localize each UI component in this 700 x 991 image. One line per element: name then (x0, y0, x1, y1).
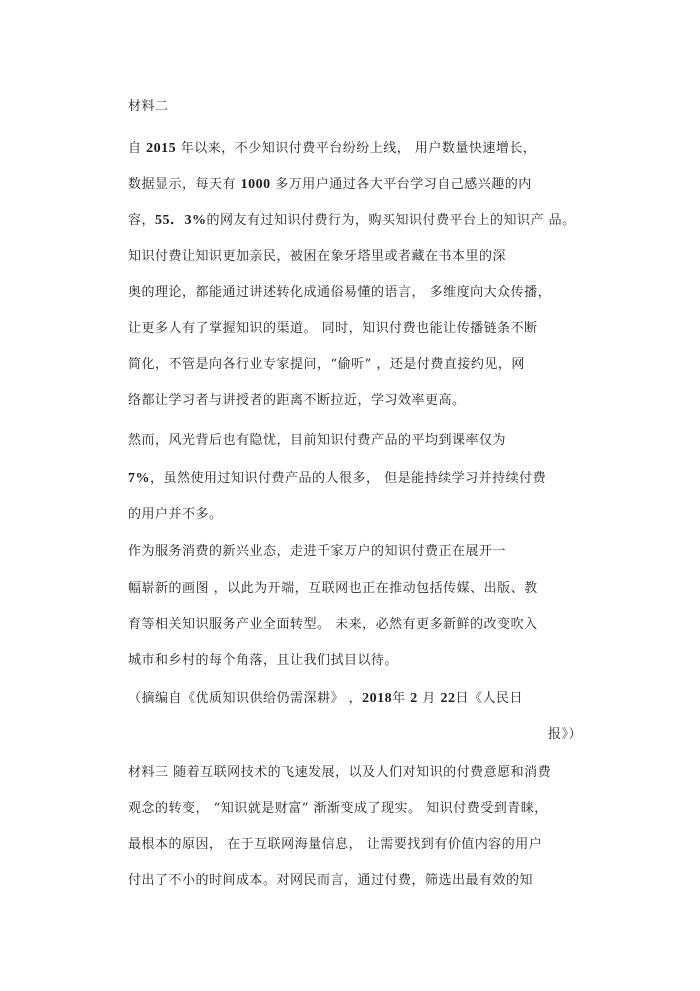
paragraph-line: 付出了不小的时间成本。对网民而言，通过付费，筛选出最有效的知 (128, 873, 534, 888)
source-citation-end: 报》） (548, 727, 583, 742)
paragraph-line: 让更多人有了掌握知识的渠道。 同时，知识付费也能让传播链条不断 (128, 321, 538, 336)
paragraph-line: 幅崭新的画图 ，以此为开端，互联网也正在推动包括传媒、出版、教 (128, 581, 538, 596)
paragraph-line: 简化，不管是向各行业专家提问，“偷听” ，还是付费直接约见，网 (128, 357, 525, 372)
paragraph-line: 7%，虽然使用过知识付费产品的人很多， 但是能持续学习并持续付费 (128, 471, 547, 486)
paragraph-line: 最根本的原因， 在于互联网海量信息， 让需要找到有价值内容的用户 (128, 837, 543, 852)
paragraph-line: 城市和乡村的每个角落，且让我们拭目以待。 (128, 653, 399, 668)
paragraph-line: 络都让学习者与讲授者的距离不断拉近，学习效率更高。 (128, 393, 466, 408)
paragraph-line: 数据显示，每天有 1000 多万用户通过各大平台学习自己感兴趣的内 (128, 177, 532, 192)
paragraph-line: 作为服务消费的新兴业态，走进千家万户的知识付费正在展开一 (128, 544, 507, 559)
source-citation: （摘编自《优质知识供给仍需深耕》 ，2018年 2 月 22日《人民日 (128, 691, 524, 706)
material2-heading: 材料二 (128, 99, 169, 114)
paragraph-line: 的用户并不多。 (128, 507, 223, 522)
paragraph-line: 知识付费让知识更加亲民，被困在象牙塔里或者藏在书本里的深 (128, 249, 507, 264)
paragraph-line: 育等相关知识服务产业全面转型。 未来，必然有更多新鲜的改变吹入 (128, 617, 538, 632)
paragraph-line: 自 2015 年以来，不少知识付费平台纷纷上线， 用户数量快速增长， (128, 141, 537, 156)
paragraph-line: 奥的理论，都能通过讲述转化成通俗易懂的语言， 多维度向大众传播， (128, 285, 552, 300)
paragraph-line: 观念的转变， “知识就是财富” 渐渐变成了现实。 知识付费受到青睐， (128, 801, 548, 816)
material3-line: 材料三 随着互联网技术的飞速发展，以及人们对知识的付费意愿和消费 (128, 765, 552, 780)
paragraph-line: 容，55．3%的网友有过知识付费行为，购买知识付费平台上的知识产 品。 (128, 213, 576, 228)
paragraph-line: 然而，风光背后也有隐忧，目前知识付费产品的平均到课率仅为 (128, 433, 507, 448)
